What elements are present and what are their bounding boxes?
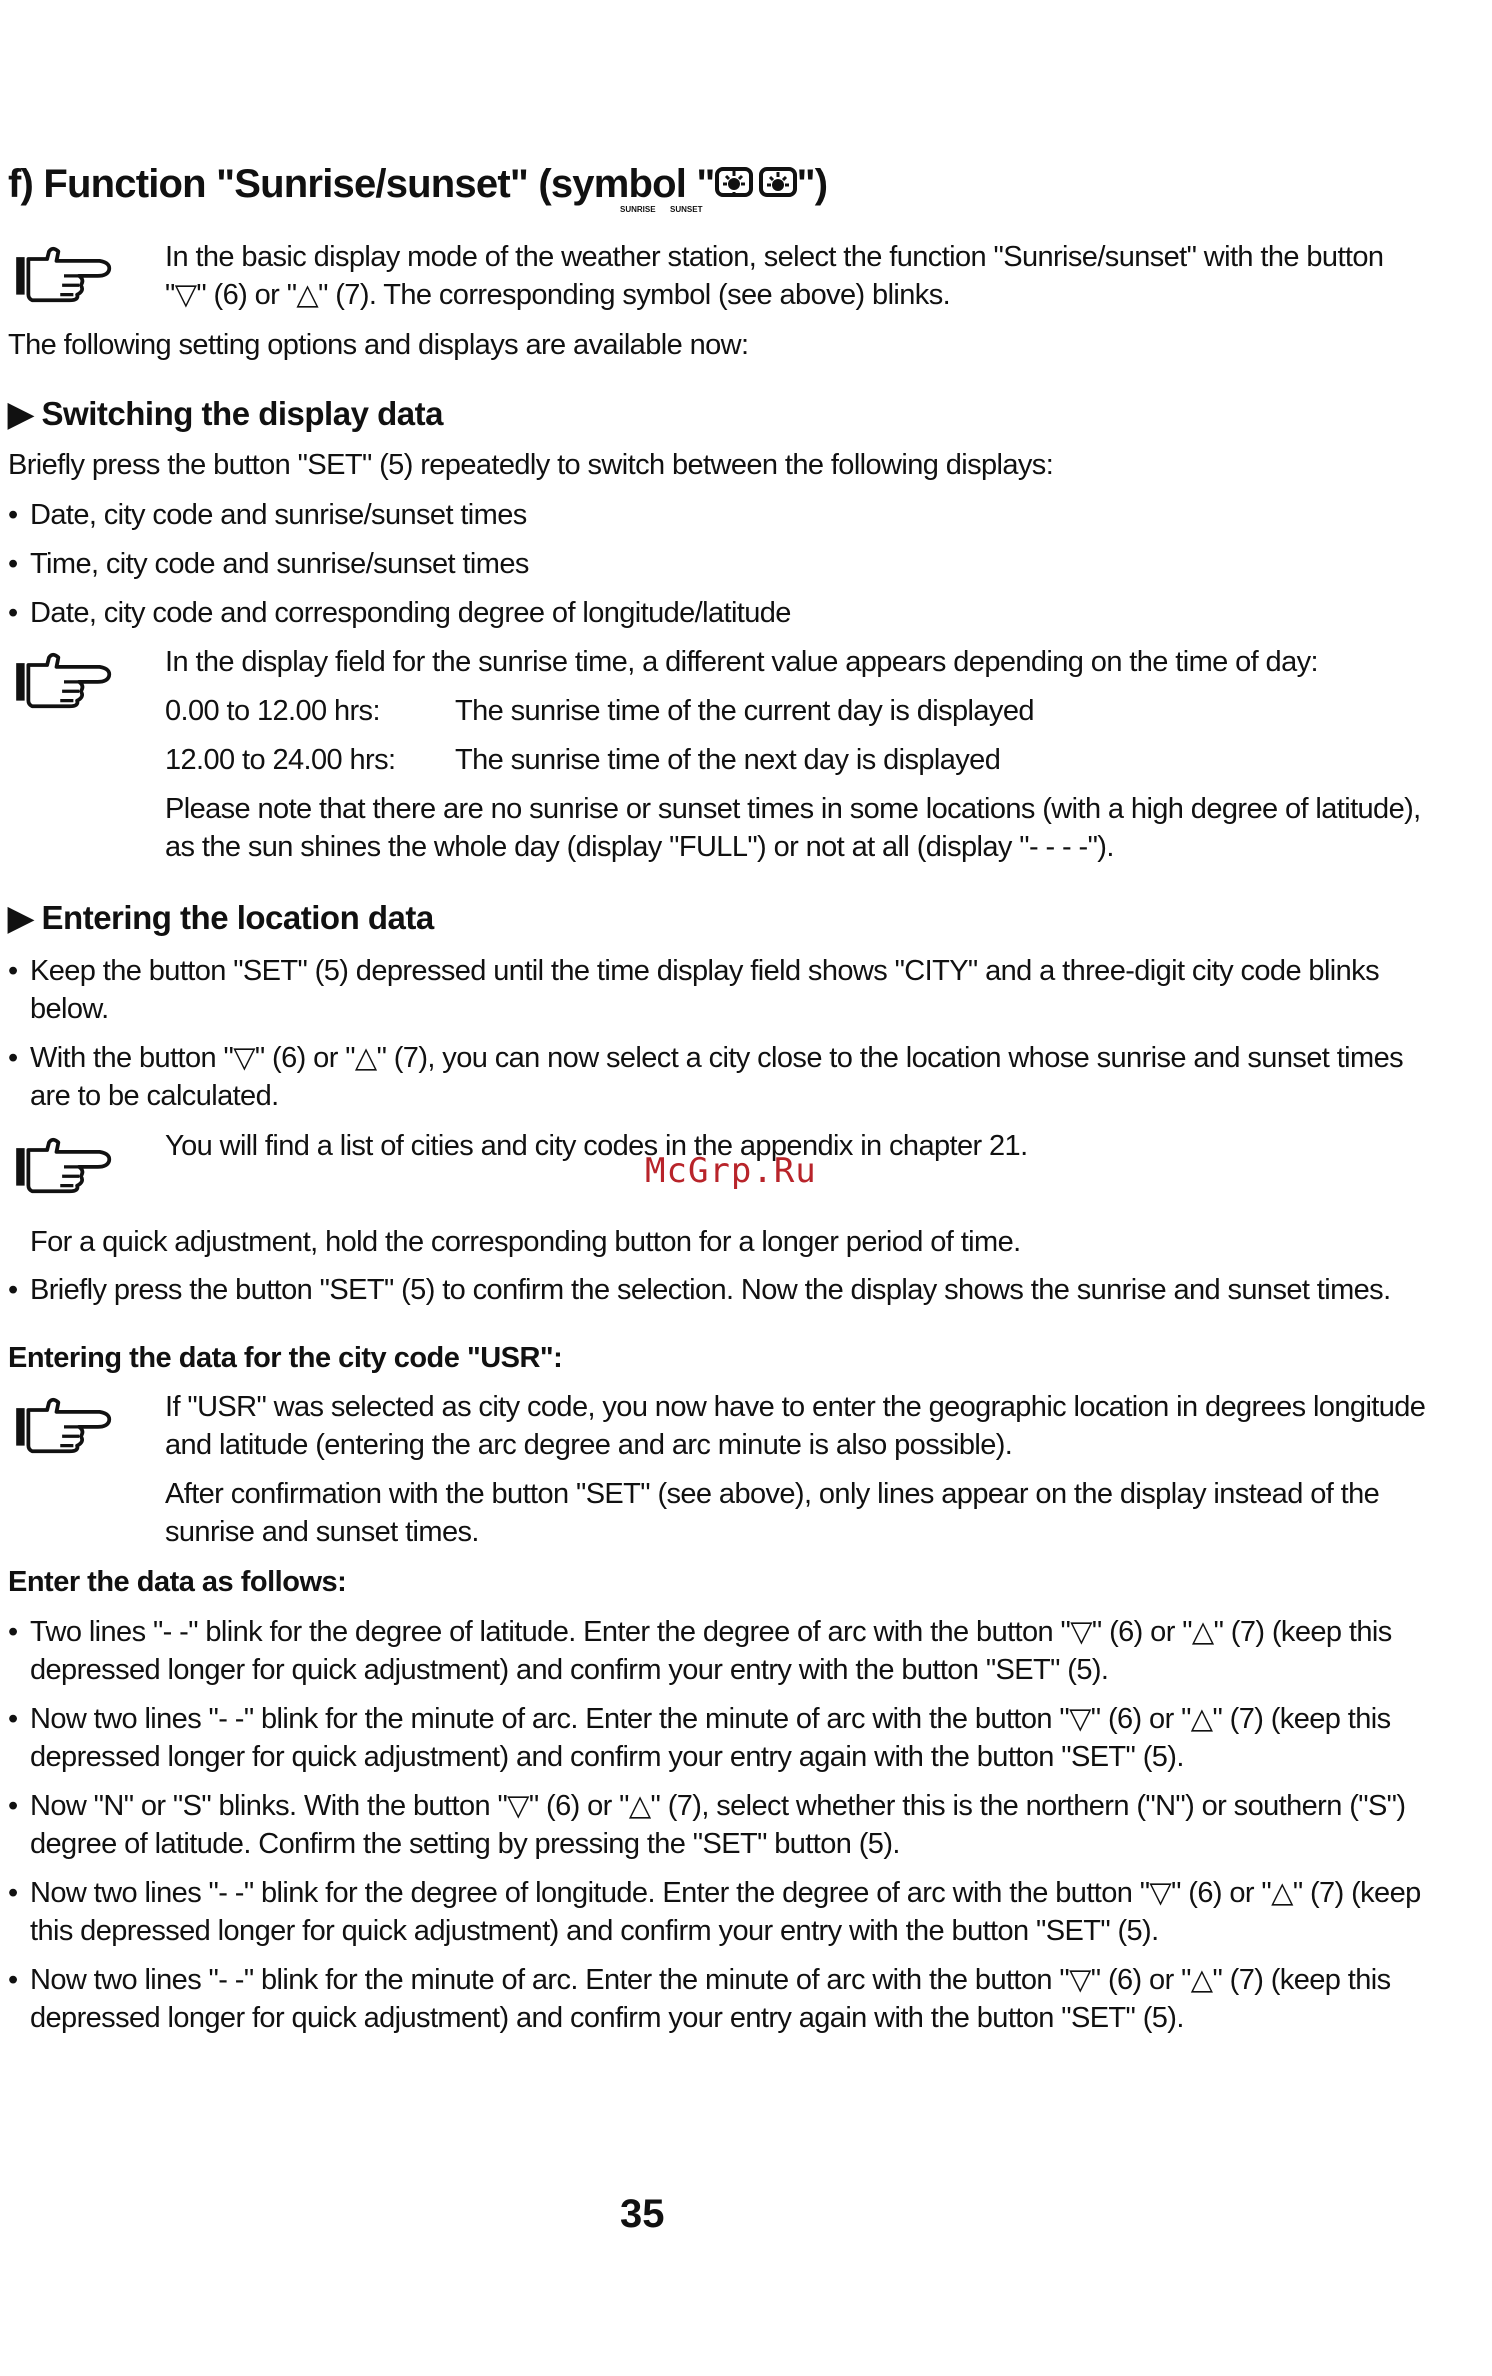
hand-pointer-icon	[10, 650, 118, 710]
bullet-marker: •	[8, 1703, 19, 1735]
intro-text: The following setting options and displays are available now:	[8, 329, 749, 361]
usr-note1-line1: If "USR" was selected as city code, you now have to enter the geographic location in degrees longitude	[165, 1391, 1426, 1423]
list-item: Date, city code and sunrise/sunset times	[30, 499, 527, 531]
location-b2-line2: are to be calculated.	[30, 1080, 279, 1112]
time-range: 12.00 to 24.00 hrs:	[165, 744, 396, 776]
note-para-line2: as the sun shines the whole day (display "FULL") or not at all (display "- - - -").	[165, 831, 1114, 863]
usr-heading: Entering the data for the city code "USR":	[8, 1342, 563, 1374]
intro-note-line1: In the basic display mode of the weather station, select the function "Sunrise/sunset" with the button	[165, 241, 1384, 273]
bullet-marker: •	[8, 499, 19, 531]
bullet-marker: •	[8, 597, 19, 629]
enter-step-line1: Now two lines "- -" blink for the degree of longitude. Enter the degree of arc with the button "▽" (6) or "△" (7) (keep	[30, 1877, 1421, 1909]
enter-step-line1: Now two lines "- -" blink for the minute of arc. Enter the minute of arc with the button "▽" (6) or "△" (7) (keep this	[30, 1964, 1391, 1996]
location-heading: ▶ Entering the location data	[8, 899, 434, 936]
hand-pointer-icon	[10, 244, 118, 304]
enter-step-line2: depressed longer for quick adjustment) and confirm your entry again with the button "SET" (5).	[30, 1741, 1184, 1773]
enter-step-line2: this depressed longer for quick adjustment) and confirm your entry with the button "SET" (5).	[30, 1915, 1159, 1947]
usr-note2-line2: sunrise and sunset times.	[165, 1516, 479, 1548]
enter-step-line2: depressed longer for quick adjustment) and confirm your entry with the button "SET" (5).	[30, 1654, 1109, 1686]
list-item: Date, city code and corresponding degree of longitude/latitude	[30, 597, 791, 629]
page-number: 35	[620, 2192, 665, 2236]
switching-text: Briefly press the button "SET" (5) repeatedly to switch between the following displays:	[8, 449, 1054, 481]
watermark: McGrp.Ru	[645, 1151, 817, 1191]
sunrise-note-line1: In the display field for the sunrise time, a different value appears depending on the time of day:	[165, 646, 1318, 678]
bullet-marker: •	[8, 1790, 19, 1822]
list-item: Time, city code and sunrise/sunset times	[30, 548, 529, 580]
usr-note2-line1: After confirmation with the button "SET" (see above), only lines appear on the display instead of the	[165, 1478, 1380, 1510]
bullet-marker: •	[8, 1042, 19, 1074]
sunrise-icon	[715, 165, 753, 203]
sunset-icon	[759, 165, 797, 203]
bullet-marker: •	[8, 548, 19, 580]
bullet-marker: •	[8, 1274, 19, 1306]
enter-heading: Enter the data as follows:	[8, 1566, 347, 1598]
bullet-marker: •	[8, 1877, 19, 1909]
hand-pointer-icon	[10, 1135, 118, 1195]
time-range: 0.00 to 12.00 hrs:	[165, 695, 380, 727]
sunset-caption: SUNSET	[670, 205, 703, 214]
time-range-desc: The sunrise time of the current day is displayed	[455, 695, 1034, 727]
location-b3: Briefly press the button "SET" (5) to confirm the selection. Now the display shows the sunrise and sunset times.	[30, 1274, 1391, 1306]
enter-step-line2: degree of latitude. Confirm the setting by pressing the "SET" button (5).	[30, 1828, 900, 1860]
note-para-line1: Please note that there are no sunrise or sunset times in some locations (with a high degree of latitude),	[165, 793, 1421, 825]
enter-step-line2: depressed longer for quick adjustment) and confirm your entry again with the button "SET" (5).	[30, 2002, 1184, 2034]
time-range-desc: The sunrise time of the next day is displayed	[455, 744, 1001, 776]
enter-step-line1: Now two lines "- -" blink for the minute of arc. Enter the minute of arc with the button "▽" (6) or "△" (7) (keep this	[30, 1703, 1391, 1735]
intro-note-line2: "▽" (6) or "△" (7). The corresponding symbol (see above) blinks.	[165, 279, 951, 311]
location-b1-line2: below.	[30, 993, 109, 1025]
section-title-prefix: f) Function "Sunrise/sunset" (symbol "	[8, 162, 715, 206]
city-list-note: You will find a list of cities and city codes in the appendix in chapter 21.	[165, 1130, 1028, 1162]
quick-adjust-text: For a quick adjustment, hold the corresponding button for a longer period of time.	[30, 1226, 1021, 1258]
usr-note1-line2: and latitude (entering the arc degree and arc minute is also possible).	[165, 1429, 1013, 1461]
bullet-marker: •	[8, 1616, 19, 1648]
section-title-suffix: ")	[796, 162, 828, 206]
location-b1-line1: Keep the button "SET" (5) depressed until the time display field shows "CITY" and a three-digit city code blinks	[30, 955, 1379, 987]
section-title	[8, 160, 827, 208]
enter-step-line1: Now "N" or "S" blinks. With the button "▽" (6) or "△" (7), select whether this is the northern ("N") or southern ("S")	[30, 1790, 1406, 1822]
hand-pointer-icon	[10, 1395, 118, 1455]
switching-heading: ▶ Switching the display data	[8, 395, 443, 432]
location-b2-line1: With the button "▽" (6) or "△" (7), you can now select a city close to the location whose sunrise and sunset times	[30, 1042, 1403, 1074]
sunrise-caption: SUNRISE	[620, 205, 656, 214]
bullet-marker: •	[8, 1964, 19, 1996]
bullet-marker: •	[8, 955, 19, 987]
enter-step-line1: Two lines "- -" blink for the degree of latitude. Enter the degree of arc with the button "▽" (6) or "△" (7) (keep this	[30, 1616, 1392, 1648]
